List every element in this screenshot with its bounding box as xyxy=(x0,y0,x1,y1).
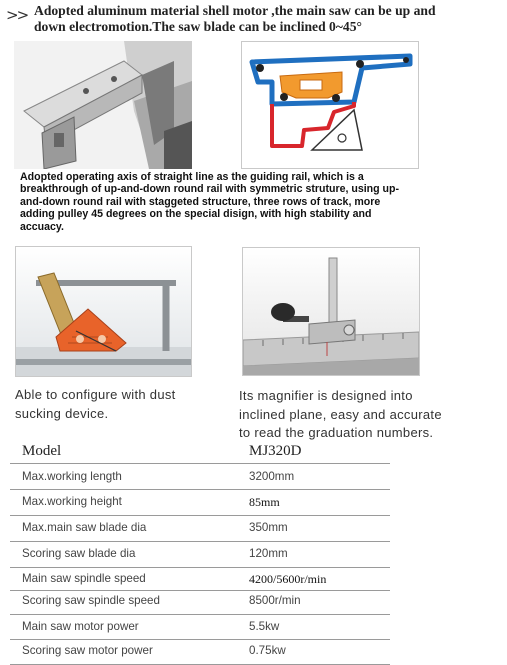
header-line-2: down electromotion.The saw blade can be inclined 0~45° xyxy=(34,19,362,34)
dust-caption xyxy=(15,386,215,423)
spec-label: Main saw motor power xyxy=(22,620,139,633)
table-row xyxy=(10,464,390,490)
magnifier-caption-line-3: to read the graduation numbers. xyxy=(239,425,434,440)
spec-label: Scoring saw blade dia xyxy=(22,547,136,560)
spec-label: Max.main saw blade dia xyxy=(22,521,147,534)
table-row xyxy=(10,591,390,615)
spec-header-row xyxy=(10,442,390,464)
magnifier-photo xyxy=(242,247,420,376)
rail-description: Adopted operating axis of straight line as the guiding rail, which is a breakthrough of up-and-down round rail with symmetric struture, using up-and-down round rail with staggeted structure, three rows of track, more adding pulley 45 degrees on the special disign, with high stability and accuacy. xyxy=(20,171,400,233)
spec-label: Scoring saw motor power xyxy=(22,644,153,657)
table-row xyxy=(10,568,390,591)
spec-value: 8500r/min xyxy=(249,594,301,607)
spec-value: 3200mm xyxy=(249,470,295,483)
table-row xyxy=(10,490,390,516)
magnifier-caption-line-1: Its magnifier is designed into xyxy=(239,388,413,403)
spec-value: 0.75kw xyxy=(249,644,286,657)
double-chevron-icon: >> xyxy=(6,6,28,24)
spec-header-value: MJ320D xyxy=(249,443,302,459)
dust-hood-photo xyxy=(15,246,192,377)
table-row xyxy=(10,516,390,542)
spec-header-label: Model xyxy=(22,443,62,459)
spec-value: 5.5kw xyxy=(249,620,280,633)
header-line-1: Adopted aluminum material shell motor ,the main saw can be up and xyxy=(34,3,436,18)
spec-value: 85mm xyxy=(249,495,280,509)
magnifier-caption-line-2: inclined plane, easy and accurate xyxy=(239,406,442,422)
rail-section-diagram xyxy=(241,41,419,169)
spec-label: Main saw spindle speed xyxy=(22,572,146,585)
spec-value: 350mm xyxy=(249,521,288,534)
spec-value: 120mm xyxy=(249,547,288,560)
table-row xyxy=(10,640,390,665)
dust-caption-line-1: Able to configure with dust xyxy=(15,387,176,402)
rail-photo xyxy=(14,41,192,169)
table-row xyxy=(10,615,390,640)
dust-caption-line-2: sucking device. xyxy=(15,405,109,421)
spec-label: Max.working height xyxy=(22,495,122,508)
spec-label: Max.working length xyxy=(22,470,122,483)
spec-value: 4200/5600r/min xyxy=(249,572,327,586)
magnifier-caption xyxy=(239,387,501,443)
table-row xyxy=(10,542,390,568)
spec-label: Scoring saw spindle speed xyxy=(22,594,160,607)
